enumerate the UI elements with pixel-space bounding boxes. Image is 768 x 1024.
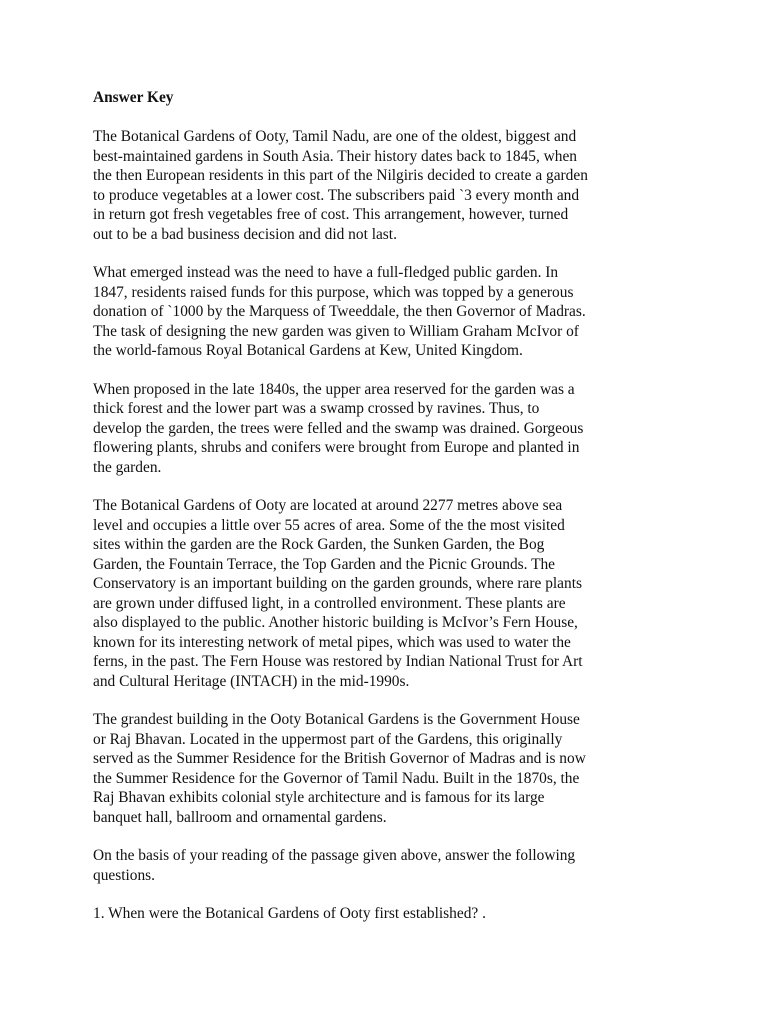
paragraph (93, 380, 673, 478)
text-line: flowering plants, shrubs and conifers were brought from Europe and planted in (93, 439, 580, 456)
paragraph (93, 710, 673, 827)
text-line: The task of designing the new garden was given to William Graham McIvor of (93, 322, 579, 340)
text-line: sites within the garden are the Rock Garden, the Sunken Garden, the Bog (93, 536, 545, 553)
text-line: in return got fresh vegetables free of cost. This arrangement, however, turned (93, 206, 569, 223)
text-line: thick forest and the lower part was a swamp crossed by ravines. Thus, to (93, 400, 540, 417)
text-line: and Cultural Heritage (INTACH) in the mid-1990s. (93, 672, 410, 690)
text-line: banquet hall, ballroom and ornamental gardens. (93, 808, 387, 826)
text-line: What emerged instead was the need to have a full-fledged public garden. In (93, 264, 559, 281)
text-line: Garden, the Fountain Terrace, the Top Garden and the Picnic Grounds. The (93, 555, 555, 573)
text-line: the world-famous Royal Botanical Gardens at Kew, United Kingdom. (93, 342, 523, 359)
text-line: the then European residents in this part of the Nilgiris decided to create a garden (93, 167, 588, 184)
text-line: or Raj Bhavan. Located in the uppermost part of the Gardens, this originally (93, 730, 563, 748)
paragraph (93, 263, 673, 361)
document-body (93, 87, 673, 943)
text-line: The grandest building in the Ooty Botanical Gardens is the Government House (93, 711, 580, 728)
paragraph (93, 127, 673, 244)
text-line: are grown under diffused light, in a controlled environment. These plants are (93, 594, 566, 612)
text-line: 1847, residents raised funds for this purpose, which was topped by a generous (93, 283, 574, 301)
text-line: When proposed in the late 1840s, the upper area reserved for the garden was a (93, 380, 575, 398)
paragraph (93, 846, 673, 885)
text-line: served as the Summer Residence for the British Governor of Madras and is now (93, 750, 586, 767)
text-line: 1. When were the Botanical Gardens of Ooty first established? . (93, 905, 486, 922)
text-line: also displayed to the public. Another historic building is McIvor’s Fern House, (93, 614, 578, 631)
text-line: known for its interesting network of metal pipes, which was used to water the (93, 633, 571, 651)
paragraph-list (93, 127, 673, 924)
text-line: On the basis of your reading of the passage given above, answer the following (93, 847, 576, 864)
text-line: the Summer Residence for the Governor of Tamil Nadu. Built in the 1870s, the (93, 769, 580, 787)
text-line: The Botanical Gardens of Ooty are located at around 2277 metres above sea (93, 497, 563, 514)
text-line: The Botanical Gardens of Ooty, Tamil Nadu, are one of the oldest, biggest and (93, 128, 577, 145)
text-line: Raj Bhavan exhibits colonial style architecture and is famous for its large (93, 789, 545, 806)
text-line: to produce vegetables at a lower cost. The subscribers paid `3 every month and (93, 186, 580, 204)
text-line: the garden. (93, 458, 162, 476)
text-line: ferns, in the past. The Fern House was restored by Indian National Trust for Art (93, 653, 583, 670)
text-line: level and occupies a little over 55 acres of area. Some of the the most visited (93, 516, 565, 534)
text-line: donation of `1000 by the Marquess of Tweeddale, the then Governor of Madras. (93, 303, 586, 320)
text-line: out to be a bad business decision and did not last. (93, 225, 397, 243)
answer-key-heading: Answer Key (93, 89, 174, 106)
text-line: best-maintained gardens in South Asia. Their history dates back to 1845, when (93, 147, 578, 165)
paragraph (93, 904, 673, 924)
text-line: Conservatory is an important building on the garden grounds, where rare plants (93, 575, 582, 592)
paragraph (93, 496, 673, 691)
text-line: develop the garden, the trees were felled and the swamp was drained. Gorgeous (93, 419, 584, 437)
text-line: questions. (93, 866, 155, 884)
